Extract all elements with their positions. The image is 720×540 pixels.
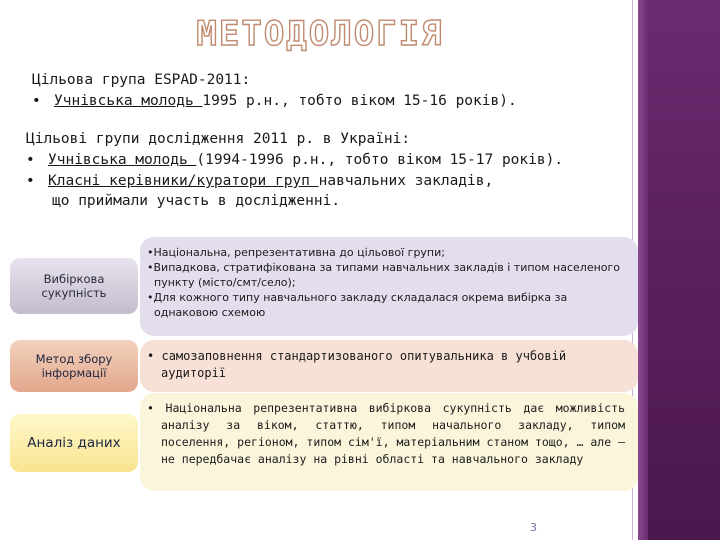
- bullet-icon: •: [26, 173, 35, 189]
- espad-bullet: [32, 91, 517, 111]
- sample-list: [147, 245, 627, 320]
- groups-2011-bullet-2-continuation: що приймали участь в дослідженні.: [52, 193, 341, 209]
- method-list: [147, 348, 627, 382]
- analysis-list: [147, 400, 625, 468]
- bullet-1-underlined: Учнівська молодь: [48, 152, 197, 168]
- list-item: •Для кожного типу навчального закладу складалася окрема вибірка за однаковою схемою: [147, 291, 568, 319]
- page-title: МЕТОДОЛОГІЯ: [196, 14, 444, 54]
- method-label: Метод збору інформації: [10, 340, 138, 392]
- list-item: • Національна репрезентативна вибіркова сукупність дає можливість аналізу за віком, статтю, типом начального закладу, типом поселення, регіоном, типом сім'ї, матеріальним станом тощо, … але – не передбачає аналізу на рівні області та навчального закладу: [147, 401, 625, 466]
- analysis-label: Аналіз даних: [10, 414, 138, 472]
- bullet-2-text: навчальних закладів,: [318, 173, 494, 189]
- list-item: • самозаповнення стандартизованого опитувальника в учбовій аудиторії: [147, 349, 567, 380]
- groups-2011-bullet-1: [26, 150, 563, 170]
- groups-2011-heading: Цільові групи дослідження 2011 р. в Україні:: [26, 131, 411, 147]
- list-item: •Випадкова, стратифікована за типами навчальних закладів і типом населеного пункту (місто/смт/село);: [147, 261, 621, 289]
- bullet-icon: •: [26, 152, 35, 168]
- page-number: 3: [530, 521, 537, 534]
- bullet-icon: •: [32, 93, 41, 109]
- decorative-side-band: [638, 0, 720, 540]
- groups-2011-bullet-2: [26, 171, 493, 191]
- bullet-2-underlined: Класні керівники/куратори груп: [48, 173, 319, 189]
- list-item: •Національна, репрезентативна до цільової групи;: [147, 246, 445, 259]
- espad-heading: Цільова група ESPAD-2011:: [32, 72, 251, 88]
- sample-label: Вибіркова сукупність: [10, 258, 138, 314]
- espad-bullet-underlined: Учнівська молодь: [54, 93, 203, 109]
- espad-bullet-text: 1995 р.н., тобто віком 15-16 років).: [202, 93, 517, 109]
- bullet-1-text: (1994-1996 р.н., тобто віком 15-17 років).: [196, 152, 564, 168]
